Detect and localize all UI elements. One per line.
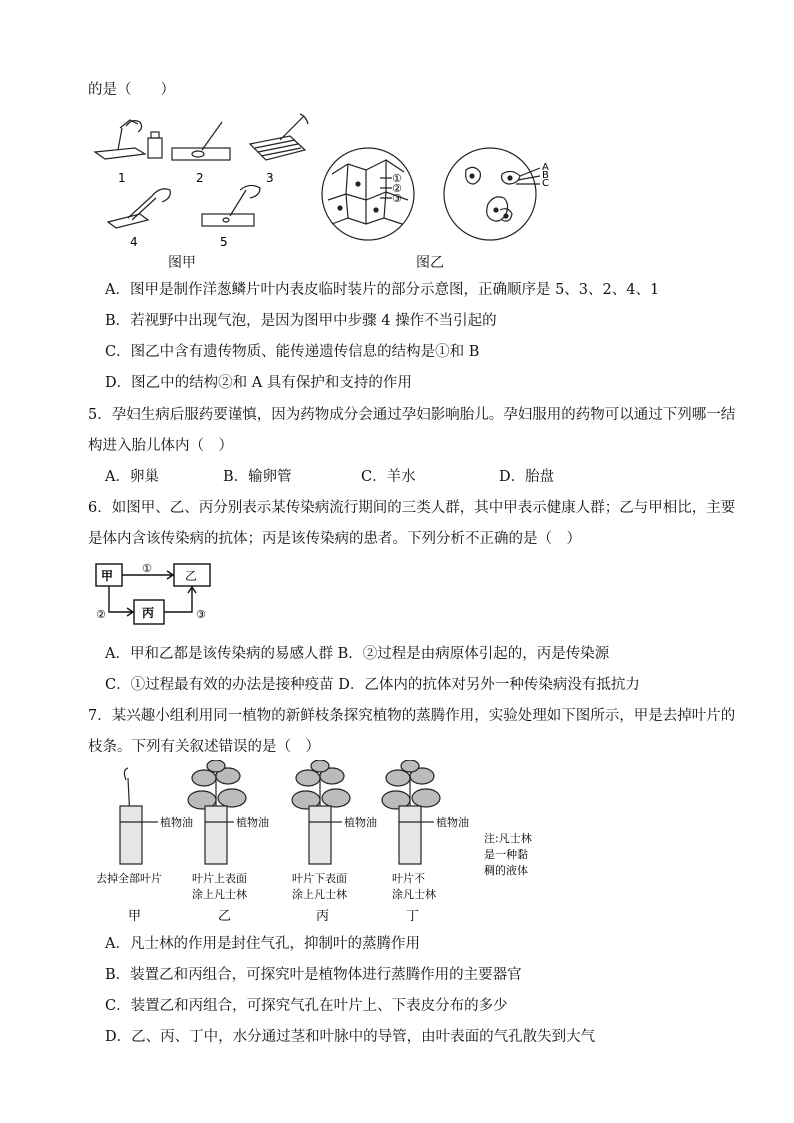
q4-option-b[interactable]: B．若视野中出现气泡，是因为图甲中步骤 4 操作不当引起的 (105, 313, 497, 329)
step-number-5: 5 (220, 235, 228, 249)
step-5-sketch (202, 185, 260, 226)
box-yi-label: 乙 (185, 569, 198, 583)
cheek-cell-view (444, 148, 540, 240)
q6-options-ab[interactable]: A．甲和乙都是该传染病的易感人群 B．②过程是由病原体引起的，丙是传染源 (105, 646, 610, 662)
q7-option-c[interactable]: C．装置乙和丙组合，可探究气孔在叶片上、下表皮分布的多少 (105, 998, 508, 1014)
tube-yi-name: 乙 (218, 909, 232, 924)
q4-stem-tail: 的是（ ） (88, 82, 175, 98)
tube-ding (382, 760, 440, 864)
oil-label-jia: 植物油 (160, 816, 193, 829)
q4-option-d[interactable]: D．图乙中的结构②和 A 具有保护和支持的作用 (105, 375, 412, 391)
step-number-1: 1 (118, 171, 126, 185)
figure-jia-caption: 图甲 (168, 255, 196, 271)
q5-stem-line-1: 5．孕妇生病后服药要谨慎，因为药物成分会通过孕妇影响胎儿。孕妇服用的药物可以通过下列哪一结 (88, 407, 736, 423)
tube-bing-desc-2: 涂上凡士林 (292, 888, 347, 901)
q5-option-d[interactable]: D．胎盘 (499, 469, 555, 485)
tube-ding-desc-1: 叶片不 (392, 872, 425, 885)
tube-yi-desc-1: 叶片上表面 (192, 872, 247, 885)
step-1-sketch (95, 120, 162, 159)
figure-jia (90, 110, 320, 270)
q6-stem-line-2: 是体内含该传染病的抗体；丙是该传染病的患者。下列分析不正确的是（ ） (88, 531, 581, 547)
step-number-3: 3 (266, 171, 274, 185)
q4-option-c[interactable]: C．图乙中含有遗传物质、能传递遗传信息的结构是①和 B (105, 344, 480, 360)
tube-bing-desc-1: 叶片下表面 (292, 872, 347, 885)
oil-label-ding: 植物油 (436, 816, 469, 829)
q5-stem-line-2: 构进入胎儿体内（ ） (88, 438, 233, 454)
tube-ding-desc-2: 涂凡士林 (392, 888, 436, 901)
letter-a: A (542, 162, 549, 173)
tube-bing (292, 760, 350, 864)
tube-jia-name: 甲 (128, 909, 142, 924)
tube-jia (120, 768, 158, 864)
step-3-sketch (250, 114, 308, 160)
step-2-sketch (172, 122, 230, 160)
marker-2: ② (392, 182, 402, 195)
step-number-4: 4 (130, 235, 138, 249)
q5-options (105, 467, 554, 487)
arrow-label-3: ③ (196, 608, 206, 621)
q7-figure (88, 760, 568, 930)
q7-option-d[interactable]: D．乙、丙、丁中，水分通过茎和叶脉中的导管，由叶表面的气孔散失到大气 (105, 1029, 596, 1045)
marker-1: ① (392, 172, 402, 185)
oil-label-yi: 植物油 (236, 816, 269, 829)
letter-c: C (542, 178, 549, 189)
q7-stem-line-1: 7．某兴趣小组利用同一植物的新鲜枝条探究植物的蒸腾作用，实验处理如下图所示，甲是去掉叶片的 (88, 708, 736, 724)
q4-option-a[interactable]: A．图甲是制作洋葱鳞片叶内表皮临时装片的部分示意图，正确顺序是 5、3、2、4、1 (105, 282, 660, 298)
note-line-3: 稠的液体 (484, 864, 528, 877)
box-jia-label: 甲 (101, 569, 114, 583)
figure-yi-caption: 图乙 (416, 255, 444, 271)
arrow-label-1: ① (142, 562, 152, 575)
tube-ding-name: 丁 (406, 909, 420, 924)
arrow-label-2: ② (96, 608, 106, 621)
q5-option-a[interactable]: A．卵巢 (105, 469, 159, 485)
q7-option-a[interactable]: A．凡士林的作用是封住气孔，抑制叶的蒸腾作用 (105, 936, 420, 952)
letter-b: B (542, 170, 549, 181)
q5-option-c[interactable]: C．羊水 (361, 469, 416, 485)
tube-yi-desc-2: 涂上凡士林 (192, 888, 247, 901)
oil-label-bing: 植物油 (344, 816, 377, 829)
q6-options-cd[interactable]: C．①过程最有效的办法是接种疫苗 D．乙体内的抗体对另外一种传染病没有抵抗力 (105, 677, 640, 693)
step-4-sketch (108, 189, 170, 228)
q6-diagram (92, 560, 222, 630)
q7-stem-line-2: 枝条。下列有关叙述错误的是（ ） (88, 739, 320, 755)
step-number-2: 2 (196, 171, 204, 185)
note-line-1: 注:凡士林 (484, 832, 532, 845)
marker-3: ③ (392, 192, 402, 205)
figure-yi (318, 144, 558, 254)
tube-yi (188, 760, 246, 864)
q6-stem-line-1: 6．如图甲、乙、丙分别表示某传染病流行期间的三类人群，其中甲表示健康人群；乙与甲相比，主要 (88, 500, 736, 516)
tube-jia-desc: 去掉全部叶片 (96, 872, 162, 885)
tube-bing-name: 丙 (316, 909, 330, 924)
note-line-2: 是一种黏 (484, 848, 528, 861)
q7-option-b[interactable]: B．装置乙和丙组合，可探究叶是植物体进行蒸腾作用的主要器官 (105, 967, 522, 983)
q5-option-b[interactable]: B．输卵管 (223, 469, 292, 485)
box-bing-label: 丙 (142, 606, 155, 620)
